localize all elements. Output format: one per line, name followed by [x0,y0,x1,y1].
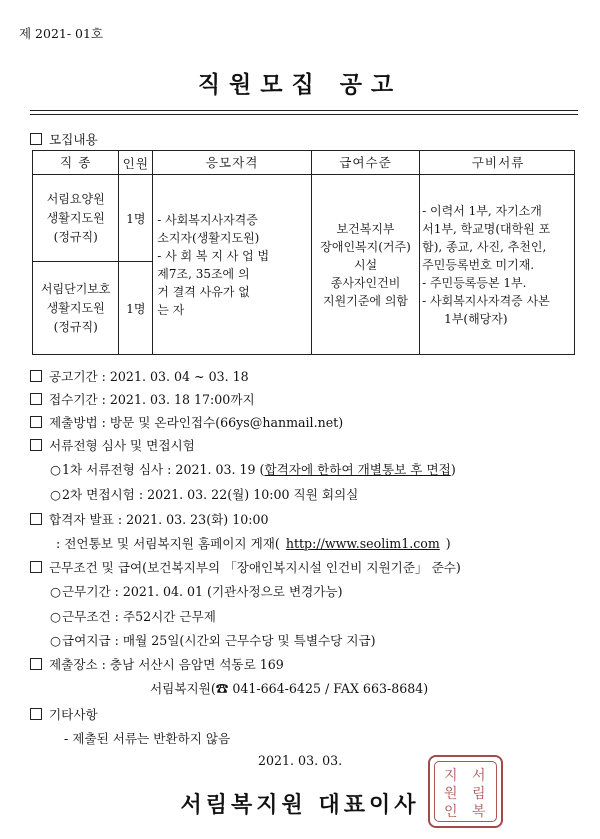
checkbox-icon [30,708,42,720]
section-recruit [30,129,98,148]
checkbox-icon [30,439,42,451]
issuer-name: 서림복지원 대표이사 [180,792,420,818]
page-title: 직원모집 공고 [197,71,403,98]
checkbox-icon [30,133,42,145]
round1-suffix: ) [450,462,456,477]
documents-line: - 주민등록등본 1부. [422,275,527,290]
conditions-period-text: 근무기간 : 2021. 04. 01 (기관사정으로 변경가능) [62,584,343,599]
screening-heading-text: 서류전형 심사 및 면접시험 [49,438,195,453]
job-cell-2 [33,262,119,355]
round1-note: 합격자에 한하여 개별통보 후 면접 [264,462,451,477]
checkbox-icon [30,561,42,573]
announcement-detail-suffix: ) [445,536,451,551]
announcement-heading [30,509,268,528]
conditions-hours [50,606,216,625]
documents-line: - 사회복지사자격증 사본 [422,293,550,308]
checkbox-icon [30,416,42,428]
job1-line: 서림요양원 [46,191,105,206]
documents-line: 주민등록번호 미기재. [422,257,535,272]
place-contact: 서림복지원(☎ 041-664-6425 / FAX 663-8684) [150,681,429,696]
header-job: 직 종 [33,151,119,175]
section-recruit-label: 모집내용 [49,132,98,147]
job2-line: 서림단기보호 [40,281,111,296]
issue-date: 2021. 03. 03. [258,753,343,768]
header-count: 인원 [119,151,153,175]
circle-bullet-icon: ○ [50,584,61,599]
header-pay: 급여수준 [311,151,419,175]
recruitment-table [32,150,575,355]
screening-heading [30,435,195,454]
place-heading [30,654,284,673]
pay-cell [311,175,419,355]
job1-line: 생활지도원 [46,210,105,225]
table-header-row [33,151,575,175]
other-note: - 제출된 서류는 반환하지 않음 [64,731,231,746]
screening-round1 [50,459,456,478]
pay-line: 장애인복지(거주) [320,239,411,254]
checkbox-icon [30,393,42,405]
document-number: 제 2021- 01호 [19,26,104,41]
receipt-period-text: 접수기간 : 2021. 03. 18 17:00까지 [49,392,255,407]
conditions-heading [30,557,461,576]
qualification-line: - 사 회 복 지 사 업 법 [157,248,270,263]
conditions-period [50,581,343,600]
table-row [33,175,575,262]
qualification-cell [153,175,312,355]
count-cell-2: 1명 [119,262,153,355]
announcement-detail [56,533,451,552]
pay-line: 종사자인건비 [330,275,401,290]
documents-line: 1부(해당자) [444,311,508,326]
checkbox-icon [30,513,42,525]
conditions-hours-text: 근무조건 : 주52시간 근무제 [62,609,216,624]
documents-line: 함), 종교, 사진, 추천인, [422,239,547,254]
place-heading-text: 제출장소 : 충남 서산시 음암면 석동로 169 [49,657,284,672]
circle-bullet-icon: ○ [50,609,61,624]
title-rule-top [30,110,578,111]
round1-text: 1차 서류전형 심사 : 2021. 03. 19 ( [62,462,265,477]
submit-method [30,412,343,431]
conditions-payday-text: 급여지급 : 매월 25일(시간외 근무수당 및 특별수당 지급) [62,633,376,648]
job2-line: 생활지도원 [46,300,105,315]
receipt-period [30,389,255,408]
header-documents: 구비서류 [420,151,575,175]
circle-bullet-icon: ○ [50,487,61,502]
count-cell-1: 1명 [119,175,153,262]
documents-cell [420,175,575,355]
qualification-line: 제7조, 35조에 의 [157,266,250,281]
other-heading [30,704,98,723]
job1-line: (정규직) [53,229,98,244]
qualification-line: 는 자 [157,302,185,317]
pay-line: 보건복지부 [336,221,395,236]
announcement-detail-text: : 전언통보 및 서림복지원 홈페이지 게재( [56,536,280,551]
circle-bullet-icon: ○ [50,462,61,477]
pay-line: 시설 [353,257,378,272]
announcement-heading-text: 합격자 발표 : 2021. 03. 23(화) 10:00 [49,512,269,527]
pay-line: 지원기준에 의함 [323,293,409,308]
checkbox-icon [30,658,42,670]
notice-period [30,366,249,385]
job2-line: (정규직) [53,319,98,334]
qualification-line: 소지자(생활지도원) [157,230,260,245]
notice-period-text: 공고기간 : 2021. 03. 04 ~ 03. 18 [49,369,249,384]
header-qualification: 응모자격 [153,151,312,175]
submit-method-text: 제출방법 : 방문 및 온라인접수(66ys@hanmail.net) [49,415,344,430]
screening-round2 [50,484,358,503]
other-heading-text: 기타사항 [49,707,98,722]
circle-bullet-icon: ○ [50,633,61,648]
conditions-payday [50,630,376,649]
qualification-line: - 사회복지사자격증 [157,212,258,227]
qualification-line: 거 결격 사유가 없 [157,284,250,299]
checkbox-icon [30,370,42,382]
documents-line: - 이력서 1부, 자기소개 [422,203,542,218]
title-rule-bottom [30,114,578,115]
official-seal: 서 림 복 지 원 인 [428,755,503,828]
job-cell-1 [33,175,119,262]
conditions-heading-text: 근무조건 및 급여(보건복지부의 「장애인복지시설 인건비 지원기준」 준수) [49,560,461,575]
round2-text: 2차 면접시험 : 2021. 03. 22(월) 10:00 직원 회의실 [62,487,359,502]
homepage-link[interactable]: http://www.seolim1.com [285,536,440,551]
documents-line: 서1부, 학교명(대학원 포 [422,221,551,236]
